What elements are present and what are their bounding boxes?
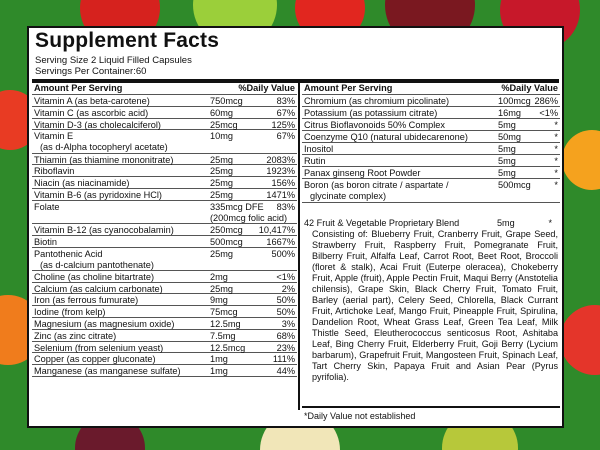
- nutrient-dv: 23%: [276, 342, 295, 353]
- column-divider: [298, 82, 300, 410]
- nutrient-row: [302, 179, 560, 203]
- nutrient-name: Potassium (as potassium citrate): [304, 108, 438, 118]
- nutrient-name: Riboflavin: [34, 166, 75, 177]
- footnote: *Daily Value not established: [304, 411, 416, 421]
- nutrient-dv: 500%: [271, 248, 295, 259]
- nutrient-row: [32, 283, 297, 295]
- nutrient-row: [32, 107, 297, 119]
- nutrient-dv: 1923%: [266, 166, 295, 177]
- nutrient-row: [32, 294, 297, 306]
- nutrient-row: [32, 154, 297, 166]
- blend-dv: *: [548, 218, 552, 228]
- nutrient-name: Vitamin A (as beta-carotene): [34, 96, 150, 106]
- nutrient-amount: 7.5mg: [210, 330, 236, 341]
- nutrient-amount: 10mg: [210, 131, 233, 142]
- dv-header: %Daily Value: [238, 83, 295, 93]
- nutrient-dv: 67%: [276, 107, 295, 118]
- nutrient-dv: 50%: [276, 307, 295, 318]
- serving-size: Serving Size 2 Liquid Filled Capsules: [35, 55, 192, 66]
- nutrient-amount: 16mg: [498, 108, 521, 118]
- nutrient-dv: 286%: [534, 96, 558, 106]
- nutrient-dv: *: [554, 156, 558, 166]
- nutrient-amount: 250mcg: [210, 225, 243, 235]
- nutrient-dv: *: [554, 120, 558, 130]
- nutrient-amount: 500mcg: [210, 236, 243, 247]
- nutrient-row: [32, 271, 297, 283]
- nutrient-dv: *: [554, 180, 558, 190]
- nutrient-name: Iron (as ferrous fumurate): [34, 295, 139, 306]
- panel-title: Supplement Facts: [35, 29, 220, 52]
- nutrient-name: Vitamin B-12 (as cyanocobalamin): [34, 225, 174, 235]
- nutrient-amount: 12.5mcg: [210, 342, 246, 353]
- nutrient-amount: 12.5mg: [210, 319, 241, 329]
- nutrient-name: Citrus Bioflavonoids 50% Complex: [304, 120, 445, 130]
- dv-header: %Daily Value: [501, 83, 558, 93]
- nutrient-name: Vitamin E: [34, 131, 74, 142]
- nutrient-dv: 111%: [272, 354, 295, 365]
- nutrient-row: [32, 130, 297, 153]
- nutrient-name: Choline (as choline bitartrate): [34, 271, 155, 282]
- nutrient-row: [302, 167, 560, 179]
- blend-ingredients: Consisting of: Blueberry Fruit, Cranberry Fruit, Grape Seed, Strawberry Fruit, Raspberry Fruit, Pomegranate Fruit, Bilberry Fruit, Alfalfa Leaf, Carrot Root, Beet Root, Broccoli (floret & stalk), Acai Fruit (Euterpe oleracea), Chokeberry Fruit, Apple (fruit), Apple Pectin Fruit, Maqui Berry (Anstotelia chilensis), Grape Skin, Black Cherry Fruit, Tomato Fruit, Barley (aerial part), Celery Seed, Chlorella, Black Currant Fruit, Artichoke Leaf, Mango Fruit, Pineapple Fruit, Spirulina, Dandelion Root, Wheat Grass Leaf, Green Tea Leaf, Milk Thistle Seed, Eleutherococcus senticosus Root, Ashitaba Leaf, Bing Cherry Fruit, Elderberry Fruit, Goji Berry (Lycium barbarum), Grapefruit Fruit, Mangosteen Fruit, Spinach Leaf, Tart Cherry Skin, Papaya Fruit and Asian Pear (Pyrus pyrifolia).: [312, 229, 558, 382]
- nutrient-amount: 100mcg: [498, 96, 531, 106]
- nutrient-name: Biotin: [34, 236, 57, 247]
- nutrient-amount: 750mcg: [210, 96, 243, 106]
- nutrient-name: Rutin: [304, 156, 326, 166]
- nutrient-dv: <1%: [276, 271, 295, 282]
- nutrient-row: [32, 330, 297, 342]
- nutrient-row: [302, 119, 560, 131]
- nutrient-amount: 9mg: [210, 295, 228, 306]
- nutrient-dv: 67%: [276, 131, 295, 142]
- nutrient-name: Selenium (from selenium yeast): [34, 342, 164, 353]
- nutrient-amount: 25mg: [210, 154, 233, 165]
- nutrient-dv: *: [554, 132, 558, 142]
- blend-amount: 5mg: [497, 218, 515, 228]
- nutrient-dv: 83%: [276, 201, 295, 212]
- nutrient-row: [32, 236, 297, 248]
- nutrient-row: [32, 189, 297, 201]
- nutrient-row: [32, 365, 297, 377]
- nutrient-name: Folate: [34, 201, 60, 212]
- servings-per-container: Servings Per Container:60: [35, 66, 147, 77]
- nutrient-dv: 10,417%: [258, 225, 295, 235]
- nutrient-name: Manganese (as manganese sulfate): [34, 366, 181, 377]
- nutrient-row: [32, 248, 297, 271]
- nutrient-source: glycinate complex): [310, 191, 387, 201]
- nutrient-amount-detail: (200mcg folic acid): [210, 212, 288, 223]
- nutrient-row: [302, 143, 560, 155]
- nutrient-name: Iodine (from kelp): [34, 307, 106, 318]
- nutrient-dv: 125%: [271, 119, 295, 130]
- footnote-rule: [302, 406, 560, 408]
- nutrient-amount: 25mg: [210, 178, 233, 189]
- right-column: [302, 80, 560, 426]
- nutrient-amount: 5mg: [498, 156, 516, 166]
- nutrient-amount: 500mcg: [498, 180, 531, 190]
- nutrient-amount: 1mg: [210, 354, 228, 365]
- nutrient-amount: 50mg: [498, 132, 521, 142]
- nutrient-amount: 60mg: [210, 107, 233, 118]
- nutrient-name: Panax ginseng Root Powder: [304, 168, 421, 178]
- nutrient-source: (as d-Alpha tocopheryl acetate): [40, 142, 168, 153]
- nutrient-dv: 3%: [281, 319, 295, 329]
- nutrient-name: Calcium (as calcium carbonate): [34, 283, 163, 294]
- nutrient-dv: *: [554, 144, 558, 154]
- nutrient-row: [32, 177, 297, 189]
- nutrient-row: [32, 224, 297, 236]
- nutrient-name: Magnesium (as magnesium oxide): [34, 319, 175, 329]
- blend-name: 42 Fruit & Vegetable Proprietary Blend: [304, 218, 460, 228]
- nutrient-amount: 75mcg: [210, 307, 238, 318]
- nutrient-name: Inositol: [304, 144, 334, 154]
- nutrient-amount: 2mg: [210, 271, 228, 282]
- nutrient-row: [302, 131, 560, 143]
- nutrient-dv: <1%: [539, 108, 558, 118]
- nutrient-name: Zinc (as zinc citrate): [34, 330, 117, 341]
- nutrient-row: [32, 95, 297, 107]
- nutrient-row: [32, 318, 297, 330]
- nutrient-row: [32, 165, 297, 177]
- right-header: [302, 82, 560, 95]
- blend-title-row: [304, 218, 558, 229]
- nutrient-row: [302, 107, 560, 119]
- nutrient-name: Thiamin (as thiamine mononitrate): [34, 154, 174, 165]
- nutrient-amount: 5mg: [498, 144, 516, 154]
- nutrient-amount: 25mcg: [210, 119, 238, 130]
- nutrient-name: Vitamin C (as ascorbic acid): [34, 107, 149, 118]
- nutrient-dv: 156%: [271, 178, 295, 189]
- nutrient-dv: 1471%: [266, 190, 295, 200]
- nutrient-row: [32, 201, 297, 224]
- nutrient-source: (as d-calcium pantothenate): [40, 259, 154, 270]
- nutrient-amount: 1mg: [210, 366, 228, 377]
- nutrient-amount: 25mg: [210, 248, 233, 259]
- nutrient-row: [32, 353, 297, 365]
- amount-header: Amount Per Serving: [34, 83, 123, 93]
- nutrient-dv: 2%: [281, 283, 295, 294]
- nutrient-amount: 5mg: [498, 168, 516, 178]
- nutrient-dv: *: [554, 168, 558, 178]
- supplement-facts-panel: [27, 26, 564, 428]
- nutrient-dv: 83%: [276, 96, 295, 106]
- left-header: [32, 82, 297, 95]
- nutrient-name: Copper (as copper gluconate): [34, 354, 156, 365]
- nutrient-row: [302, 95, 560, 107]
- amount-header: Amount Per Serving: [304, 83, 393, 93]
- nutrient-amount: 25mg: [210, 190, 233, 200]
- nutrient-amount: 335mcg DFE: [210, 201, 264, 212]
- nutrient-row: [302, 155, 560, 167]
- nutrient-row: [32, 342, 297, 354]
- nutrient-name: Vitamin D-3 (as cholecalciferol): [34, 119, 161, 130]
- nutrient-name: Pantothenic Acid: [34, 248, 103, 259]
- nutrient-dv: 50%: [276, 295, 295, 306]
- nutrient-row: [32, 119, 297, 131]
- nutrient-amount: 25mg: [210, 166, 233, 177]
- nutrient-dv: 1667%: [266, 236, 295, 247]
- left-column: [32, 80, 297, 426]
- nutrient-name: Vitamin B-6 (as pyridoxine HCl): [34, 190, 162, 200]
- nutrient-name: Boron (as boron citrate / aspartate /: [304, 180, 449, 190]
- nutrient-dv: 2083%: [266, 154, 295, 165]
- proprietary-blend: [302, 218, 560, 383]
- nutrient-name: Coenzyme Q10 (natural ubidecarenone): [304, 132, 468, 142]
- nutrient-amount: 25mg: [210, 283, 233, 294]
- nutrient-dv: 44%: [276, 366, 295, 377]
- nutrient-dv: 68%: [276, 330, 295, 341]
- nutrient-name: Niacin (as niacinamide): [34, 178, 130, 189]
- nutrient-name: Chromium (as chromium picolinate): [304, 96, 449, 106]
- nutrient-amount: 5mg: [498, 120, 516, 130]
- nutrient-row: [32, 306, 297, 318]
